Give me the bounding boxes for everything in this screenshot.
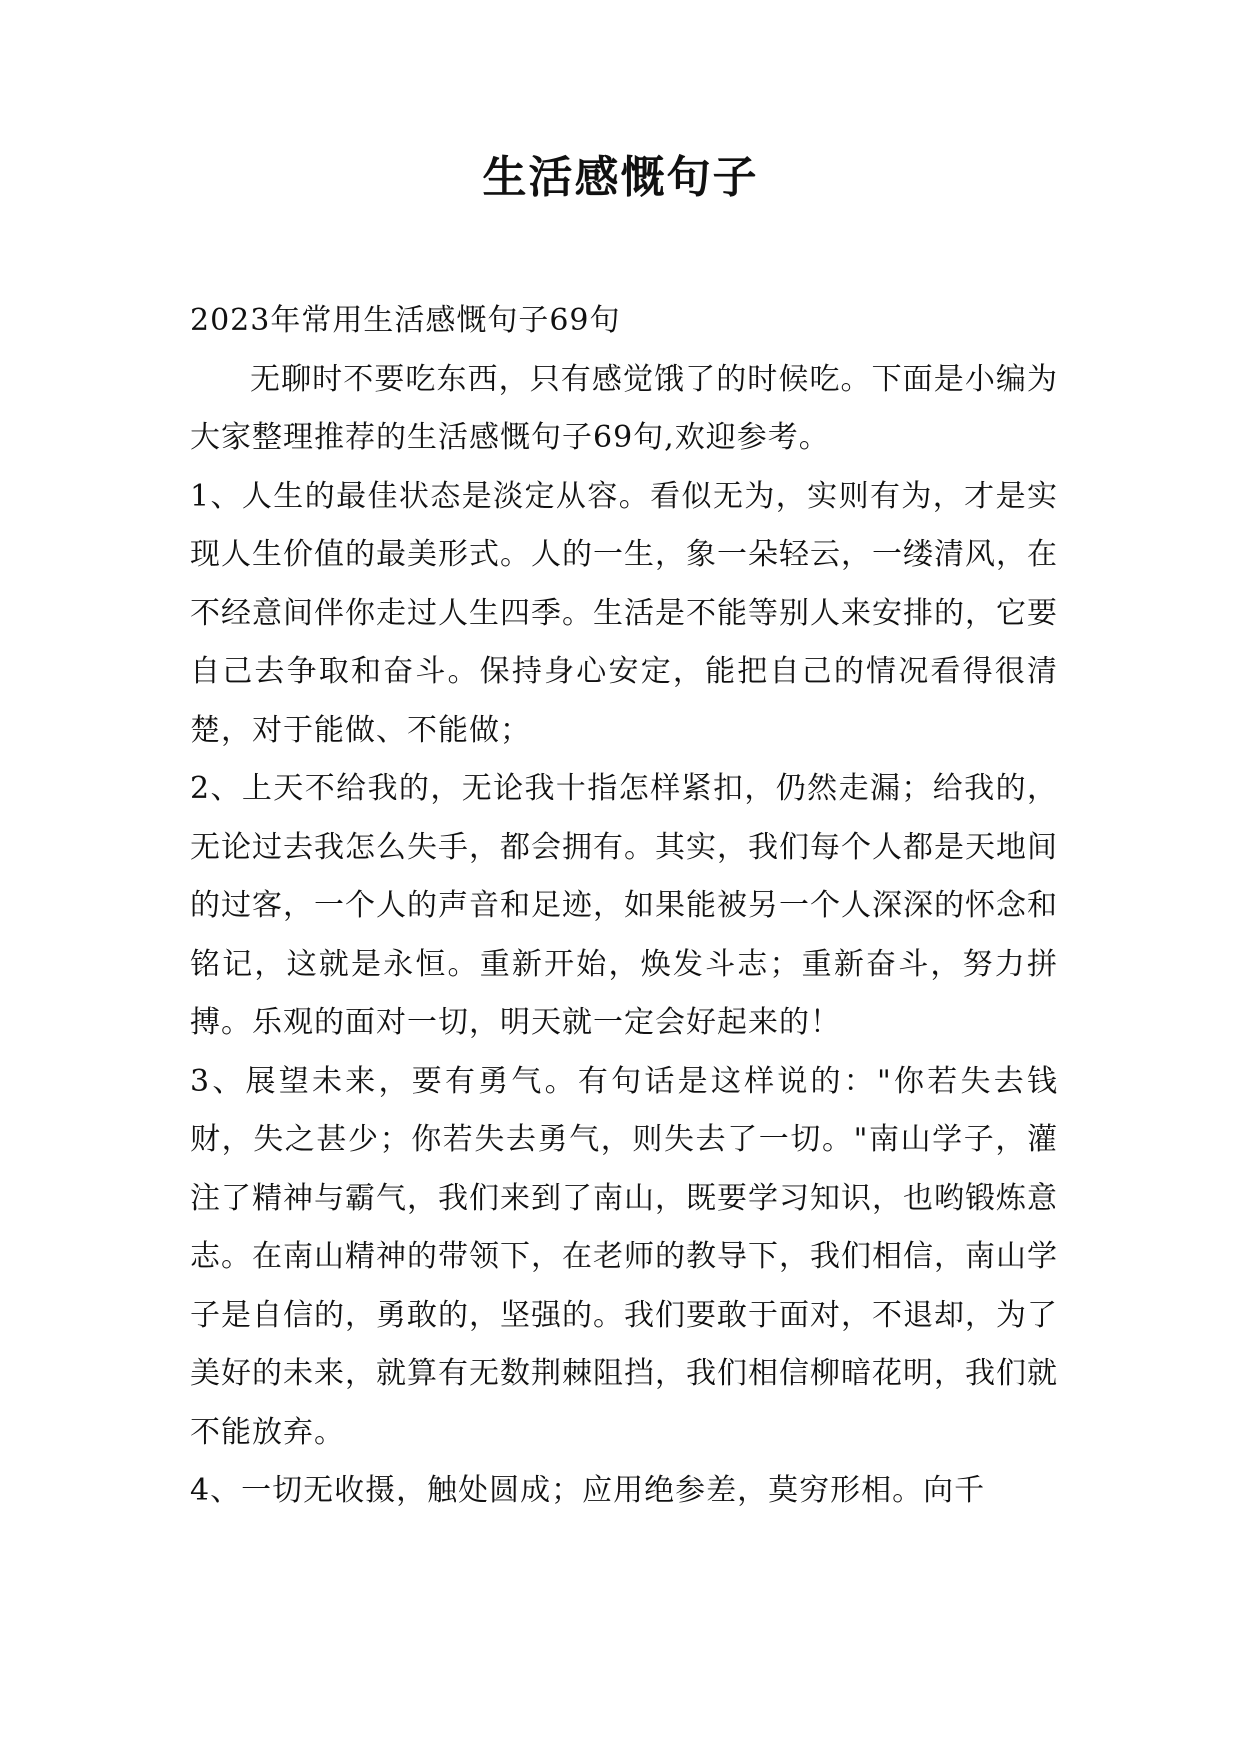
document-subtitle: 2023年常用生活感慨句子69句	[190, 303, 621, 338]
list-item: 1、人生的最佳状态是淡定从容。看似无为，实则有为，才是实现人生价值的最美形式。人的一生，象一朵轻云，一缕清风，在不经意间伴你走过人生四季。生活是不能等别人来安排的，它要自己去争取和奋斗。保持身心安定，能把自己的情况看得很清楚，对于能做、不能做；	[190, 478, 1058, 748]
list-item: 3、展望未来，要有勇气。有句话是这样说的："你若失去钱财，失之甚少；你若失去勇气，则失去了一切。"南山学子，灌注了精神与霸气，我们来到了南山，既要学习知识，也哟锻炼意志。在南山精神的带领下，在老师的教导下，我们相信，南山学子是自信的，勇敢的，坚强的。我们要敢于面对，不退却，为了美好的未来，就算有无数荆棘阻挡，我们相信柳暗花明，我们就不能放弃。	[190, 1063, 1058, 1450]
document-body	[190, 292, 1058, 1521]
list-item: 2、上天不给我的，无论我十指怎样紧扣，仍然走漏；给我的，无论过去我怎么失手，都会拥有。其实，我们每个人都是天地间的过客，一个人的声音和足迹，如果能被另一个人深深的怀念和铭记，这就是永恒。重新开始，焕发斗志；重新奋斗，努力拼搏。乐观的面对一切，明天就一定会好起来的！	[190, 771, 1058, 1040]
intro-paragraph: 无聊时不要吃东西，只有感觉饿了的时候吃。下面是小编为大家整理推荐的生活感慨句子69句,欢迎参考。	[190, 361, 1058, 455]
document-title: 生活感慨句子	[482, 152, 759, 203]
list-item: 4、一切无收摄，触处圆成；应用绝参差，莫穷形相。向千	[190, 1473, 986, 1508]
